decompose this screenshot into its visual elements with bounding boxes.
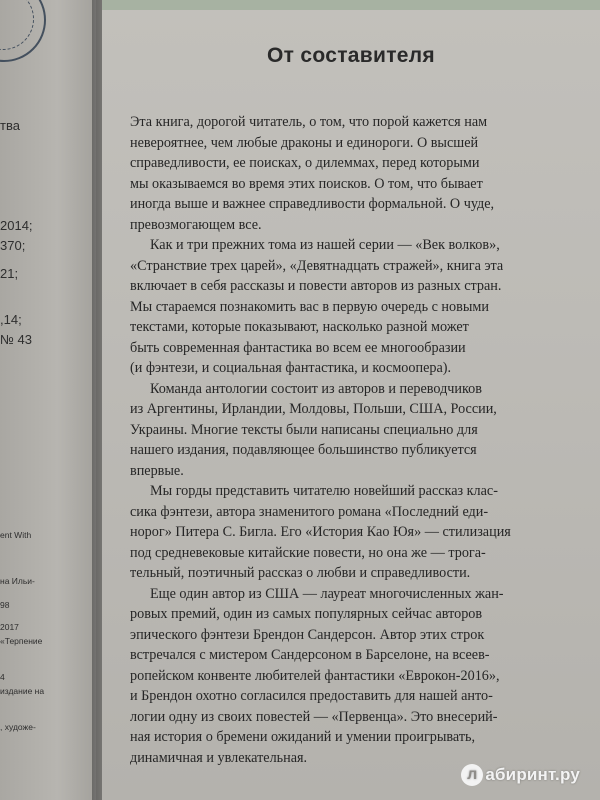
text-line: Как и три прежних тома из нашей серии — «Век волков», <box>150 237 500 253</box>
text-line: норог» Питера С. Бигла. Его «История Као Юя» — стилизация <box>130 524 511 540</box>
text-line: превозмогающем все. <box>130 216 262 233</box>
paragraph <box>130 112 570 235</box>
text-line: из Аргентины, Ирландии, Молдовы, Польши, США, России, <box>130 401 497 417</box>
watermark-text: абиринт.ру <box>485 765 580 784</box>
text-line: логии одну из своих повестей — «Первенца». Это внесерий- <box>130 708 498 725</box>
text-line: текстами, которые показывают, насколько разной может <box>130 319 469 335</box>
text-line: динамичная и увлекательная. <box>130 749 308 766</box>
text-line: Еще один автор из США — лауреат многочисленных жан- <box>150 585 504 602</box>
previous-page-fragment: ent With <box>0 530 32 540</box>
text-line: под средневековые китайские повести, но она же — трога- <box>130 544 486 561</box>
text-line: сика фэнтези, автора знаменитого романа «Последний еди- <box>130 503 489 520</box>
previous-page-fragment: ,14; <box>0 312 22 327</box>
text-line: Мы стараемся познакомить вас в первую очередь с новыми <box>130 298 489 315</box>
text-line: Команда антологии состоит из авторов и переводчиков <box>150 380 482 397</box>
text-line: справедливости, ее поисках, о дилеммах, перед которыми <box>130 155 480 171</box>
previous-page-fragment: 370; <box>0 238 26 253</box>
text-line: нашего издания, подавляющее большинство публикуется <box>130 442 477 458</box>
text-line: тельный, поэтичный рассказ о любви и справедливости. <box>130 565 471 581</box>
previous-page-fragment: тва <box>0 118 20 133</box>
text-line: мы оказываемся во время этих поисков. О том, что бывает <box>130 175 483 192</box>
text-line: «Странствие трех царей», «Девятнадцать стражей», книга эта <box>130 257 504 274</box>
paragraph <box>130 481 570 584</box>
previous-page-fragment: 2014; <box>0 218 33 233</box>
previous-page-fragment: на Ильи- <box>0 576 35 586</box>
text-line: впервые. <box>130 462 184 479</box>
paragraph <box>130 584 570 769</box>
book-page <box>102 0 600 800</box>
page-title: От составителя <box>267 44 435 67</box>
previous-page-fragment: 2017 <box>0 622 19 632</box>
text-line: быть современная фантастика во всем ее многообразии <box>130 339 466 356</box>
paragraph <box>130 235 570 379</box>
text-line: ровых премий, один из самых популярных сейчас авторов <box>130 606 483 622</box>
text-line: Мы горды представить читателю новейший рассказ клас- <box>150 483 498 499</box>
previous-page-fragment: № 43 <box>0 332 33 347</box>
text-line: Эта книга, дорогой читатель, о том, что порой кажется нам <box>130 114 488 130</box>
body-text <box>130 112 570 768</box>
previous-page-fragment: 21; <box>0 266 19 281</box>
text-line: эпического фэнтези Брендон Сандерсон. Автор этих строк <box>130 626 485 643</box>
previous-page <box>0 0 96 800</box>
labirint-logo-icon: л <box>461 764 483 786</box>
top-edge-band <box>102 0 600 10</box>
text-line: Украины. Многие тексты были написаны специально для <box>130 421 478 438</box>
text-line: включает в себя рассказы и повести авторов из разных стран. <box>130 278 502 294</box>
text-line: и Брендон охотно согласился предоставить для нашей анто- <box>130 688 493 704</box>
previous-page-fragment: , художе- <box>0 722 36 732</box>
text-line: ная история о бремени ожиданий и умении проигрывать, <box>130 729 476 745</box>
previous-page-fragment: издание на <box>0 686 45 696</box>
paragraph <box>130 379 570 482</box>
previous-page-fragment: 98 <box>0 600 10 610</box>
previous-page-fragment: 4 <box>0 672 5 682</box>
text-line: ропейском конвенте любителей фантастики «Еврокон-2016», <box>130 667 500 684</box>
library-stamp-icon <box>0 0 46 62</box>
previous-page-fragment: «Терпение <box>0 636 43 646</box>
text-line: встречался с мистером Сандерсоном в Барселоне, на всеев- <box>130 647 490 663</box>
watermark <box>461 764 580 786</box>
text-line: иногда выше и важнее справедливости формальной. О чуде, <box>130 196 495 212</box>
text-line: невероятнее, чем любые драконы и единороги. О высшей <box>130 134 479 151</box>
text-line: (и фэнтези, и социальная фантастика, и космоопера). <box>130 360 452 376</box>
